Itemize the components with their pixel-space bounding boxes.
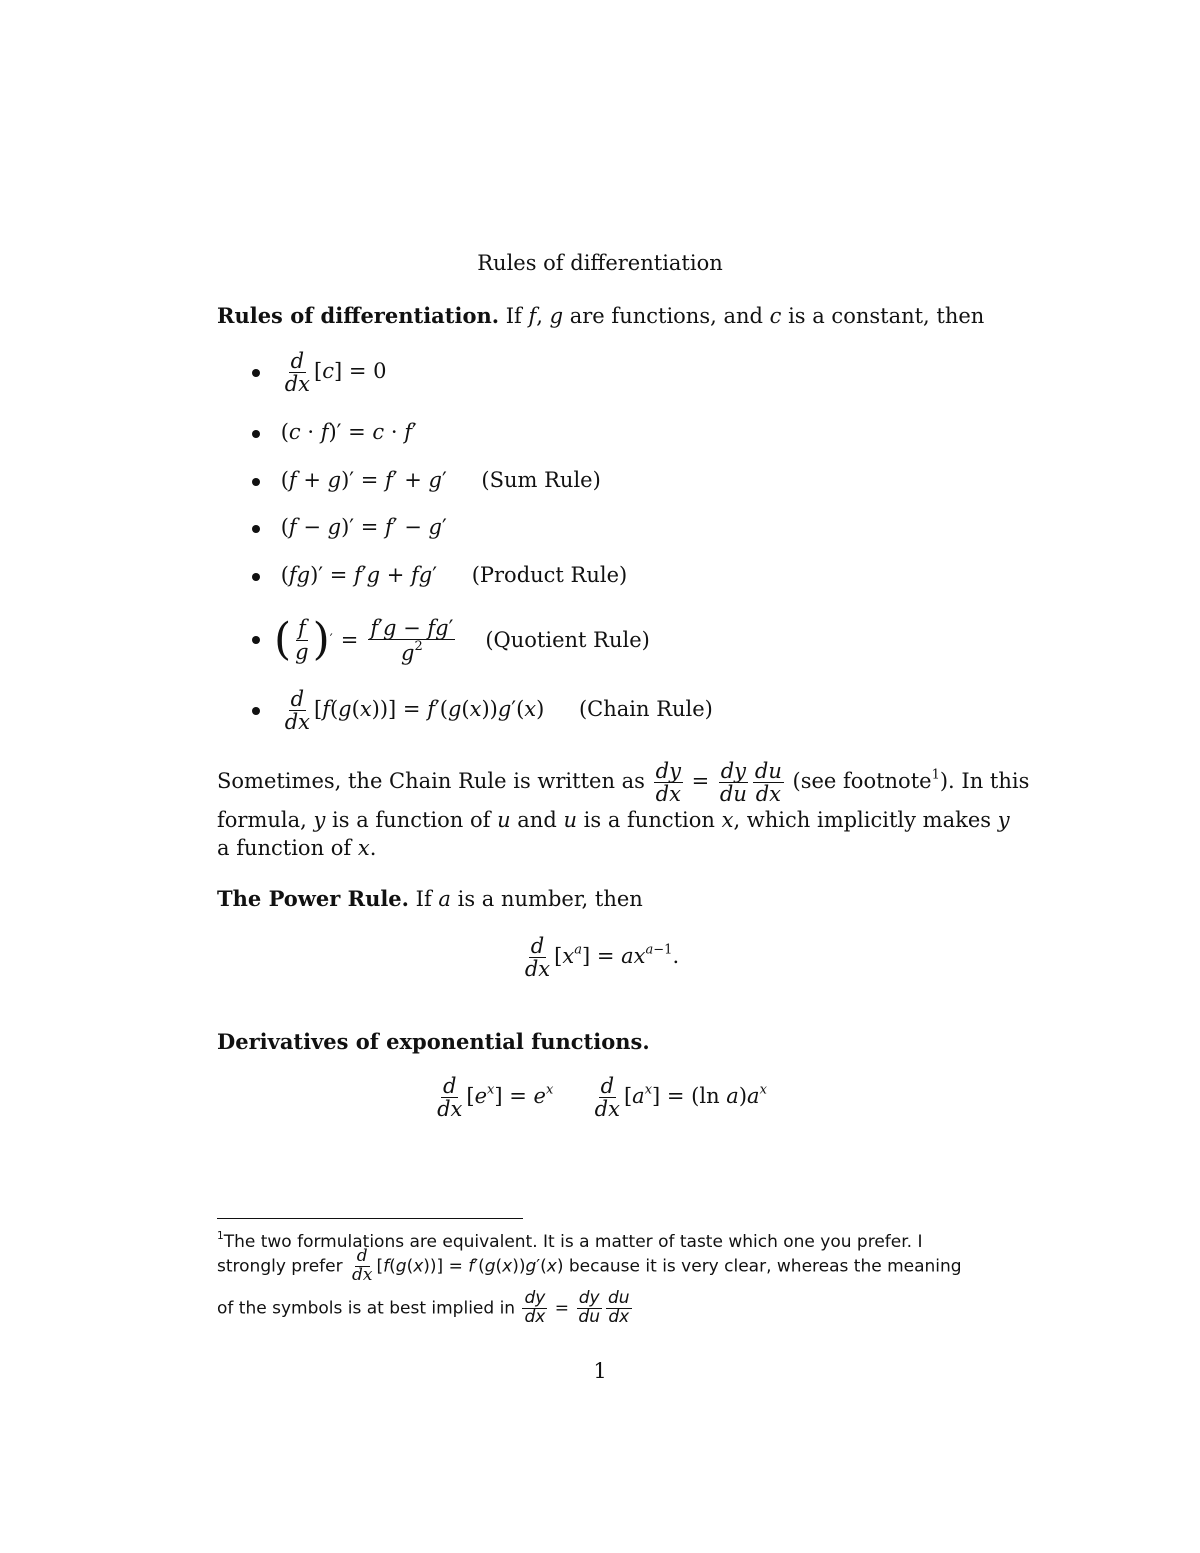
rule-item-chain xyxy=(252,688,713,733)
exponential-formula-e: $\frac{d}{dx}$ $[e^x] = e^x$ xyxy=(437,1074,554,1122)
rule-item-product xyxy=(252,561,627,589)
rule-formula: (c · f)′ = c · f′ xyxy=(280,420,417,444)
section-rules-intro xyxy=(217,302,984,330)
rule-formula: (f − g)′ = f′ − g′ xyxy=(280,515,447,539)
rule-item-difference xyxy=(252,513,447,541)
bullet-icon xyxy=(252,636,260,644)
page-title: Rules of differentiation xyxy=(477,251,723,275)
bullet-icon xyxy=(252,369,260,377)
chain-paragraph-line2: formula, y is a function of u and u is a function x, which implicitly makes y xyxy=(217,808,1010,832)
power-rule-intro xyxy=(217,885,643,913)
rule-label-product: (Product Rule) xyxy=(471,563,628,587)
rule-label-sum: (Sum Rule) xyxy=(481,468,601,492)
rule-item-quotient xyxy=(252,610,650,670)
rule-formula: $\frac{d}{dx}$ [f(g(x))] = f′(g(x))g′(x) xyxy=(284,687,551,735)
section-intro-text: If f, g are functions, and c is a constant, then xyxy=(505,304,985,328)
power-rule-formula: $\frac{d}{dx}$ $[x^a] = ax^{a-1}$. xyxy=(524,934,680,982)
chain-paragraph-text: (see footnote xyxy=(792,769,932,794)
footnote-marker: 1 xyxy=(931,767,940,783)
footnote-text: The two formulations are equivalent. It is a matter of taste which one you prefer. I xyxy=(223,1231,923,1252)
rule-formula: (fg)′ = f′g + fg′ xyxy=(280,563,437,587)
rule-label-quotient: (Quotient Rule) xyxy=(485,628,650,652)
footnote-line2: strongly prefer $\frac{d}{dx}$ [f(g(x))] = f′(g(x))g′(x) because it is very clear, whereas the meaning xyxy=(217,1246,962,1285)
rule-formula: $\frac{d}{dx}$ [c] = 0 xyxy=(284,349,387,397)
rule-formula: ( $\frac{f}{g}$ ) ′ = $\frac{f'g - fg'}{g^2}$ xyxy=(274,614,454,665)
chain-paragraph-line3: a function of x. xyxy=(217,836,377,860)
bullet-icon xyxy=(252,707,260,715)
footnote-text: of the symbols is at best implied in xyxy=(217,1298,516,1319)
bullet-icon xyxy=(252,525,260,533)
chain-paragraph-line1: Sometimes, the Chain Rule is written as $\frac{dy}{dx}$ = $\frac{dy}{du}$ $\frac{du}{dx}$ (see footnote$^1$). In this xyxy=(217,759,1030,807)
bullet-icon xyxy=(252,478,260,486)
footnote-text: because it is very clear, whereas the meaning xyxy=(568,1256,962,1277)
footnote-number: 1 xyxy=(217,1230,224,1242)
bullet-icon xyxy=(252,430,260,438)
rule-item-constant-multiple xyxy=(252,418,417,446)
exponential-formula-a: $\frac{d}{dx}$ $[a^x] = (\ln$ $a)a^x$ xyxy=(594,1074,767,1122)
section-heading-exponential: Derivatives of exponential functions. xyxy=(217,1029,650,1054)
section-heading-power-rule: The Power Rule. xyxy=(217,886,409,911)
exponential-formulas xyxy=(0,1075,1200,1120)
footnote-divider xyxy=(217,1218,523,1219)
chain-paragraph-text: ). In this xyxy=(939,769,1030,794)
section-heading-rules: Rules of differentiation. xyxy=(217,303,500,328)
footnote-line3: of the symbols is at best implied in $\frac{dy}{dx}$ = $\frac{dy}{du}$ $\frac{du}{dx}$ xyxy=(217,1288,630,1327)
bullet-icon xyxy=(252,573,260,581)
rule-item-sum xyxy=(252,466,601,494)
chain-paragraph-text: Sometimes, the Chain Rule is written as xyxy=(217,769,645,794)
rule-formula: (f + g)′ = f′ + g′ xyxy=(280,468,447,492)
rule-item-constant xyxy=(252,350,386,395)
page-number: 1 xyxy=(593,1359,607,1383)
power-rule-text: If a is a number, then xyxy=(415,887,643,911)
rule-label-chain: (Chain Rule) xyxy=(578,697,713,722)
footnote-text: strongly prefer xyxy=(217,1256,343,1277)
